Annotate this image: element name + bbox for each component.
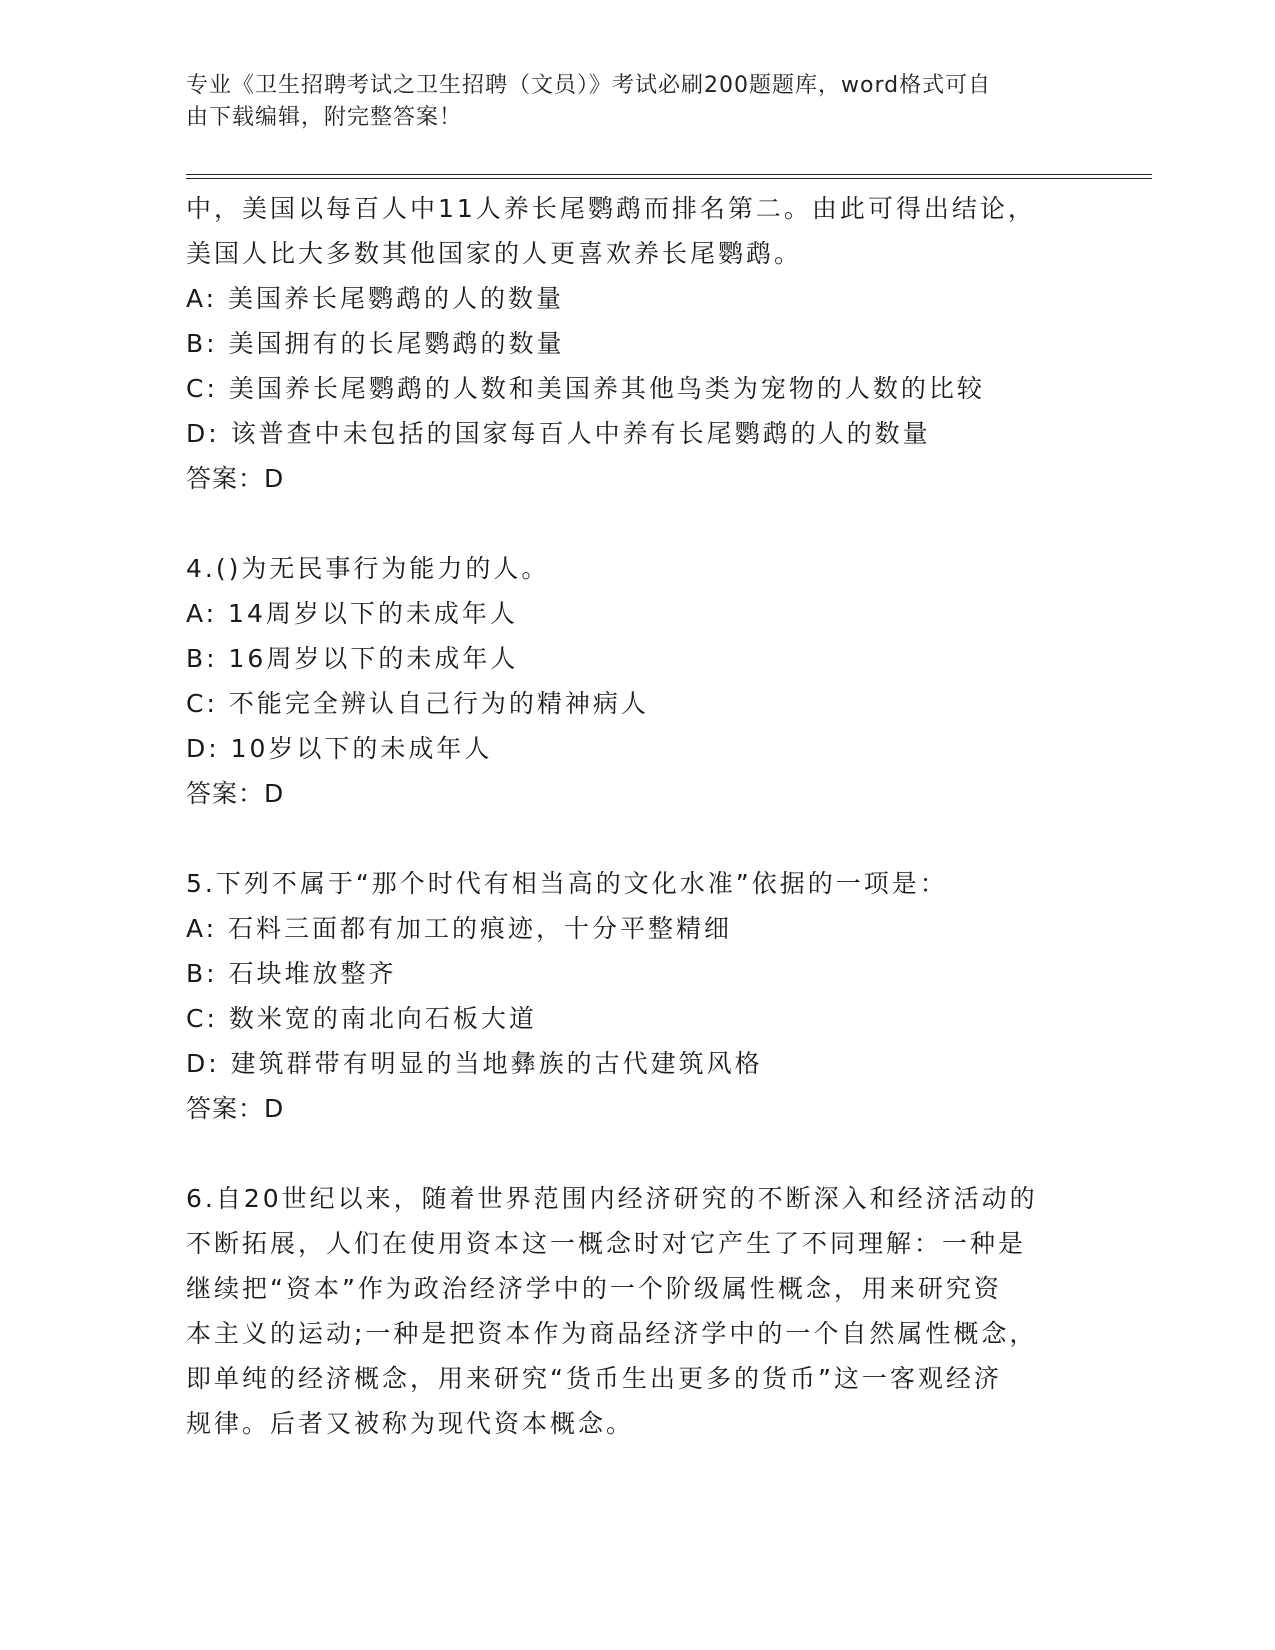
spacer [186, 501, 1086, 546]
question-content [186, 186, 1086, 1446]
question-6-line-6: 规律。后者又被称为现代资本概念。 [186, 1409, 635, 1438]
header-divider [186, 174, 1152, 179]
question-5-option-d: D: 建筑群带有明显的当地彝族的古代建筑风格 [186, 1049, 763, 1078]
question-4-option-a: A: 14周岁以下的未成年人 [186, 599, 518, 628]
question-4-answer: 答案：D [186, 779, 285, 808]
question-3-option-a: A: 美国养长尾鹦鹉的人的数量 [186, 284, 565, 313]
question-4-stem: 4.()为无民事行为能力的人。 [186, 554, 550, 583]
question-6-line-1: 6.自20世纪以来，随着世界范围内经济研究的不断深入和经济活动的 [186, 1184, 1038, 1213]
question-5 [186, 861, 1086, 1131]
question-4-option-b: B: 16周岁以下的未成年人 [186, 644, 519, 673]
spacer [186, 816, 1086, 861]
question-5-option-c: C: 数米宽的南北向石板大道 [186, 1004, 537, 1033]
question-4 [186, 546, 1086, 816]
header-title-line-2: 由下载编辑，附完整答案！ [186, 105, 463, 130]
question-3-stem-line-2: 美国人比大多数其他国家的人更喜欢养长尾鹦鹉。 [186, 239, 803, 268]
question-4-option-d: D: 10岁以下的未成年人 [186, 734, 493, 763]
question-5-stem: 5.下列不属于“那个时代有相当高的文化水准”依据的一项是： [186, 869, 948, 898]
question-6-line-3: 继续把“资本”作为政治经济学中的一个阶级属性概念，用来研究资 [186, 1274, 1002, 1303]
question-3-option-c: C: 美国养长尾鹦鹉的人数和美国养其他鸟类为宠物的人数的比较 [186, 374, 985, 403]
question-4-option-c: C: 不能完全辨认自己行为的精神病人 [186, 689, 649, 718]
question-6-line-5: 即单纯的经济概念，用来研究“货币生出更多的货币”这一客观经济 [186, 1364, 1002, 1393]
question-5-option-b: B: 石块堆放整齐 [186, 959, 397, 988]
question-3 [186, 186, 1086, 501]
question-5-answer: 答案：D [186, 1094, 285, 1123]
question-6 [186, 1176, 1086, 1446]
question-3-option-d: D: 该普查中未包括的国家每百人中养有长尾鹦鹉的人的数量 [186, 419, 931, 448]
question-5-option-a: A: 石料三面都有加工的痕迹，十分平整精细 [186, 914, 733, 943]
header-title-line-1: 专业《卫生招聘考试之卫生招聘（文员）》考试必刷200题题库，word格式可自 [186, 73, 992, 98]
question-6-line-2: 不断拓展，人们在使用资本这一概念时对它产生了不同理解：一种是 [186, 1229, 1027, 1258]
question-6-line-4: 本主义的运动;一种是把资本作为商品经济学中的一个自然属性概念， [186, 1319, 1038, 1348]
question-3-option-b: B: 美国拥有的长尾鹦鹉的数量 [186, 329, 565, 358]
spacer [186, 1131, 1086, 1176]
question-3-answer: 答案：D [186, 464, 285, 493]
question-3-stem-line-1: 中，美国以每百人中11人养长尾鹦鹉而排名第二。由此可得出结论， [186, 194, 1036, 223]
page-header [186, 70, 1066, 134]
